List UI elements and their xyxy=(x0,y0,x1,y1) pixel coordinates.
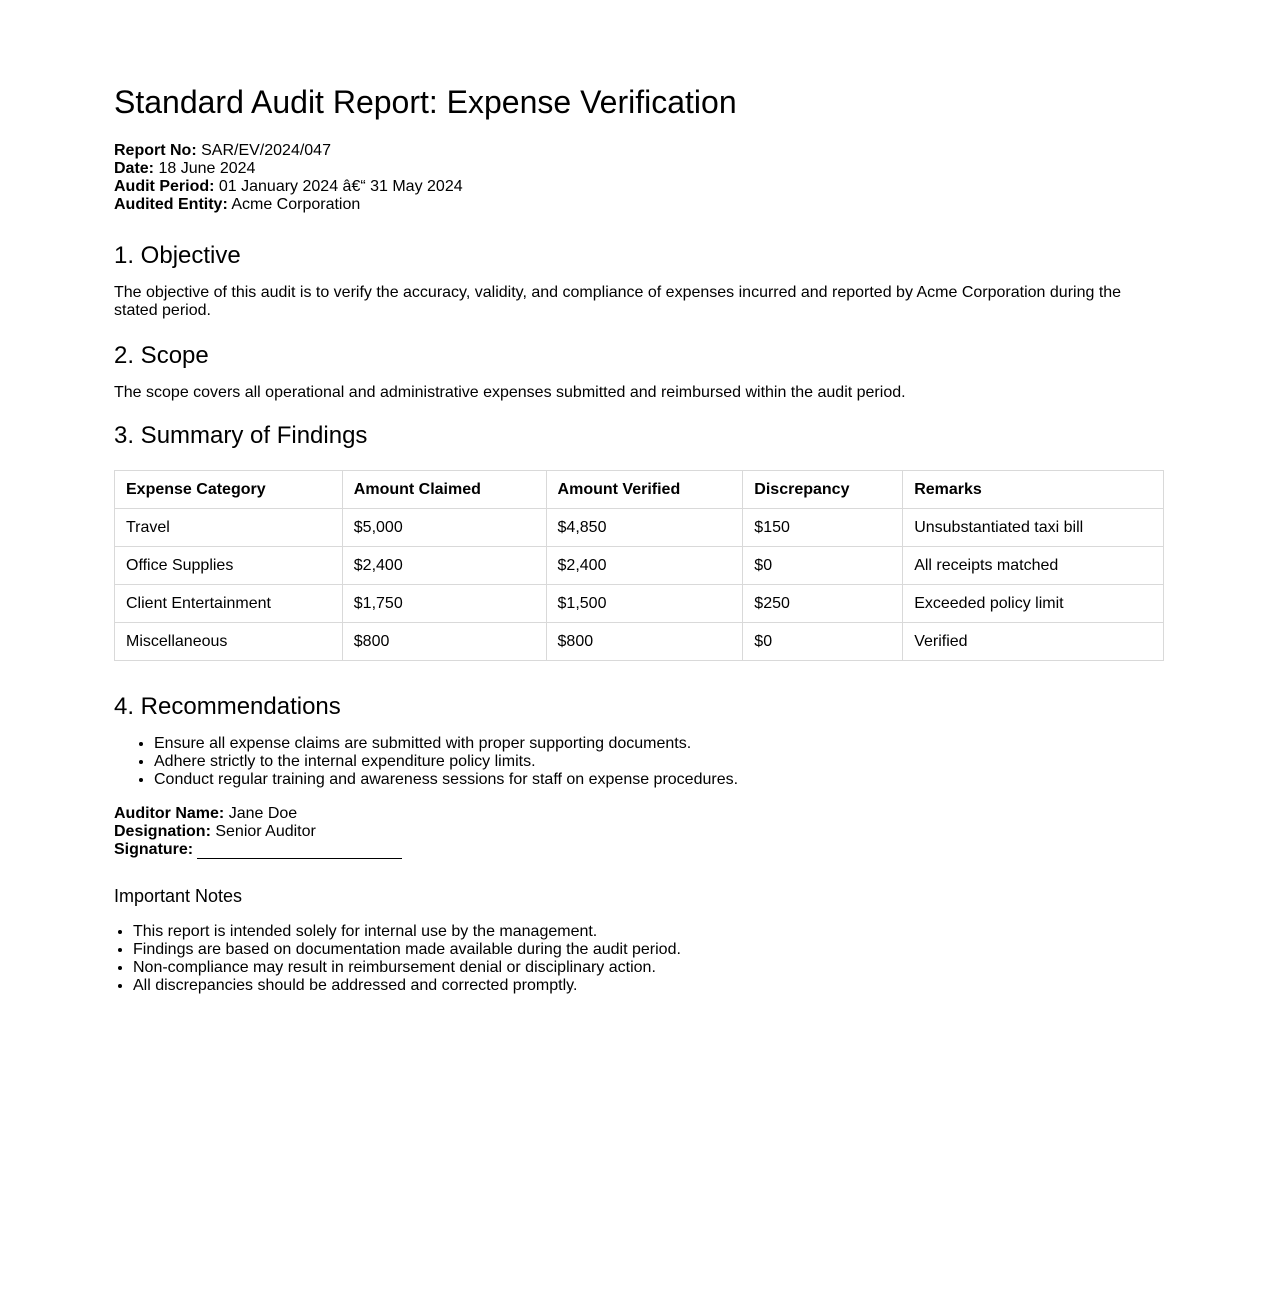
auditor-signoff xyxy=(114,805,1164,859)
findings-heading: 3. Summary of Findings xyxy=(114,422,368,449)
table-cell: Client Entertainment xyxy=(115,585,343,623)
table-cell: Unsubstantiated taxi bill xyxy=(903,509,1164,547)
signature-line xyxy=(114,841,1164,859)
table-cell: Office Supplies xyxy=(115,547,343,585)
scope-section xyxy=(114,342,1164,402)
table-cell: $4,850 xyxy=(546,509,743,547)
meta-value: 01 January 2024 â€“ 31 May 2024 xyxy=(218,178,463,195)
list-item: • Non-compliance may result in reimbursement denial or disciplinary action. xyxy=(133,959,1164,977)
auditor-name-value: Jane Doe xyxy=(228,805,298,822)
designation-value: Senior Auditor xyxy=(215,823,316,840)
table-cell: Verified xyxy=(903,623,1164,661)
signature-label: Signature: xyxy=(114,841,194,858)
report-meta xyxy=(114,142,1164,214)
recommendations-list xyxy=(114,735,1164,789)
meta-value: Acme Corporation xyxy=(231,196,361,213)
table-cell: All receipts matched xyxy=(903,547,1164,585)
auditor-name-label: Auditor Name: xyxy=(114,805,225,822)
column-header: Amount Verified xyxy=(546,471,743,509)
table-row xyxy=(115,547,1164,585)
findings-table xyxy=(114,470,1164,661)
table-cell: $1,750 xyxy=(342,585,546,623)
objective-text: The objective of this audit is to verify the accuracy, validity, and compliance of expenses incurred and reported by Acme Corporation during the stated period. xyxy=(114,284,1122,319)
list-item: • All discrepancies should be addressed and corrected promptly. xyxy=(133,977,1164,995)
objective-section xyxy=(114,242,1164,320)
column-header: Amount Claimed xyxy=(342,471,546,509)
designation-line xyxy=(114,823,1164,841)
recommendations-heading: 4. Recommendations xyxy=(114,693,341,720)
table-cell: $0 xyxy=(743,547,903,585)
table-row xyxy=(115,509,1164,547)
table-cell: $2,400 xyxy=(342,547,546,585)
table-cell: Miscellaneous xyxy=(115,623,343,661)
meta-value: 18 June 2024 xyxy=(158,160,256,177)
signature-blank xyxy=(197,842,402,859)
column-header: Discrepancy xyxy=(743,471,903,509)
scope-heading: 2. Scope xyxy=(114,342,209,369)
table-row xyxy=(115,623,1164,661)
important-notes xyxy=(114,885,1164,995)
meta-label: Audited Entity: xyxy=(114,196,228,213)
meta-label: Date: xyxy=(114,160,155,177)
meta-date xyxy=(114,160,1164,178)
list-item: • Findings are based on documentation made available during the audit period. xyxy=(133,941,1164,959)
scope-text: The scope covers all operational and administrative expenses submitted and reimbursed within the audit period. xyxy=(114,384,906,401)
meta-audit-period xyxy=(114,178,1164,196)
table-cell: $5,000 xyxy=(342,509,546,547)
table-cell: $0 xyxy=(743,623,903,661)
table-row xyxy=(115,585,1164,623)
list-item: • Adhere strictly to the internal expenditure policy limits. xyxy=(154,753,1164,771)
meta-label: Report No: xyxy=(114,142,197,159)
table-cell: $1,500 xyxy=(546,585,743,623)
list-item: • Conduct regular training and awareness sessions for staff on expense procedures. xyxy=(154,771,1164,789)
notes-list xyxy=(114,923,1164,995)
column-header: Expense Category xyxy=(115,471,343,509)
table-cell: $800 xyxy=(342,623,546,661)
list-item: • This report is intended solely for internal use by the management. xyxy=(133,923,1164,941)
table-cell: $250 xyxy=(743,585,903,623)
table-cell: Exceeded policy limit xyxy=(903,585,1164,623)
table-cell: Travel xyxy=(115,509,343,547)
notes-heading: Important Notes xyxy=(114,886,243,906)
designation-label: Designation: xyxy=(114,823,211,840)
meta-label: Audit Period: xyxy=(114,178,215,195)
meta-value: SAR/EV/2024/047 xyxy=(201,142,331,159)
report-title: Standard Audit Report: Expense Verification xyxy=(114,84,737,120)
table-header-row xyxy=(115,471,1164,509)
auditor-name-line xyxy=(114,805,1164,823)
column-header: Remarks xyxy=(903,471,1164,509)
recommendations-section xyxy=(114,693,1164,789)
table-cell: $2,400 xyxy=(546,547,743,585)
list-item: • Ensure all expense claims are submitted with proper supporting documents. xyxy=(154,735,1164,753)
objective-heading: 1. Objective xyxy=(114,242,241,269)
table-cell: $150 xyxy=(743,509,903,547)
meta-audited-entity xyxy=(114,196,1164,214)
table-cell: $800 xyxy=(546,623,743,661)
findings-section xyxy=(114,422,1164,661)
meta-report-no xyxy=(114,142,1164,160)
